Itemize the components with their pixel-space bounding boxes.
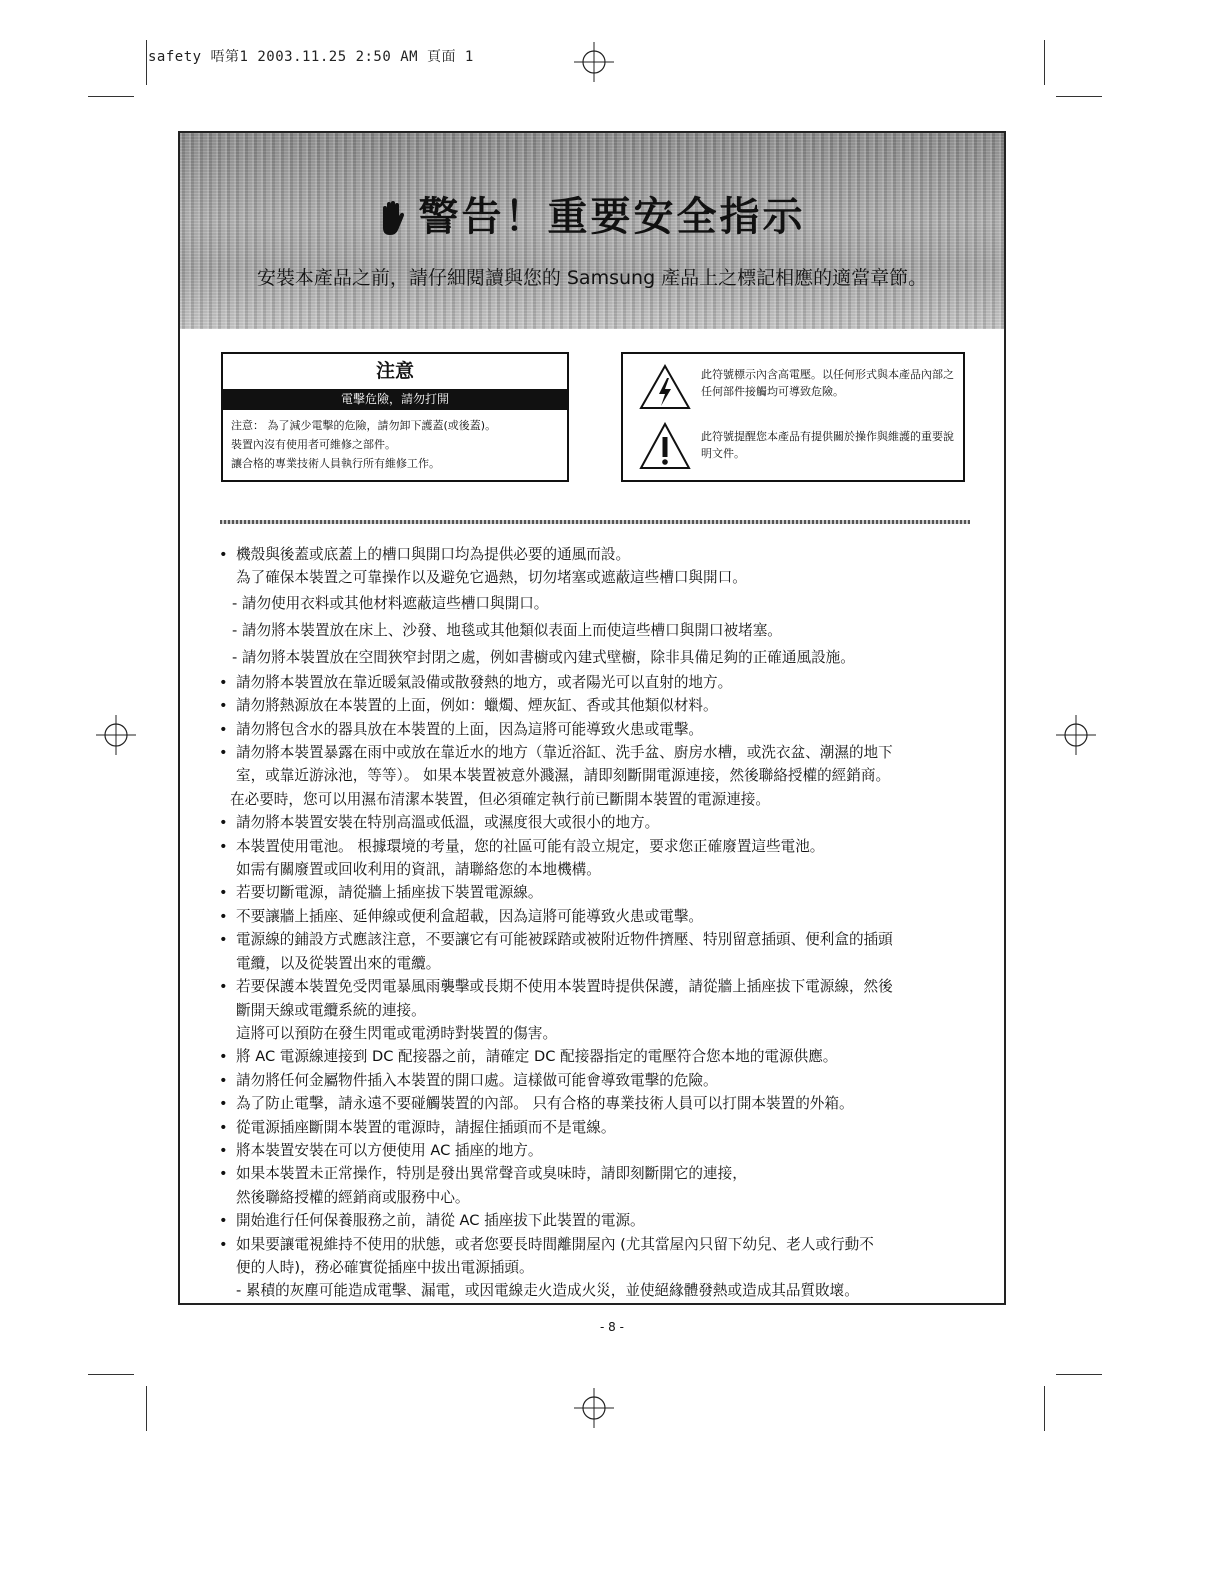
list-item: • 機殼與後蓋或底蓋上的槽口與開口均為提供必要的通風而設。 <box>216 543 976 566</box>
list-item: • 請勿將熱源放在本裝置的上面，例如：蠟燭、煙灰缸、香或其他類似材料。 <box>216 694 976 717</box>
crop-mark <box>88 1374 134 1375</box>
crop-mark <box>146 40 147 85</box>
crop-mark <box>146 1386 147 1431</box>
list-item: • 如果要讓電視維持不使用的狀態，或者您要長時間離開屋內 (尤其當屋內只留下幼兒、老人或行動不 <box>216 1233 976 1256</box>
list-item: • 本裝置使用電池。 根據環境的考量，您的社區可能有設立規定，要求您正確廢置這些電池。 <box>216 835 976 858</box>
registration-mark-icon <box>96 715 136 755</box>
crop-mark <box>1044 1386 1045 1431</box>
list-item-continuation: 這將可以預防在發生閃電或電湧時對裝置的傷害。 <box>236 1024 558 1042</box>
list-item: • 若要切斷電源，請從牆上插座拔下裝置電源線。 <box>216 881 976 904</box>
caution-line: 讓合格的專業技術人員執行所有維修工作。 <box>231 457 440 470</box>
caution-line: 裝置內沒有使用者可維修之部件。 <box>231 438 396 451</box>
list-item: • 請勿將包含水的器具放在本裝置的上面，因為這將可能導致火患或電擊。 <box>216 718 976 741</box>
list-item-continuation: 斷開天線或電纜系統的連接。 <box>236 1001 426 1019</box>
caution-shock-bar: 電擊危險，請勿打開 <box>223 389 567 410</box>
list-item-continuation: 室，或靠近游泳池，等等）。 如果本裝置被意外濺濕，請即刻斷開電源連接，然後聯絡授權的經銷商。 <box>236 767 891 785</box>
list-item-continuation: 如需有關廢置或回收利用的資訊，請聯絡您的本地機構。 <box>236 861 601 879</box>
sub-item: - 累積的灰塵可能造成電擊、漏電，或因電線走火造成火災，並使絕緣體發熱或造成其品質敗壞。 <box>236 1282 859 1300</box>
list-item: • 請勿將本裝置暴露在雨中或放在靠近水的地方（靠近浴缸、洗手盆、廚房水槽，或洗衣盆、潮濕的地下 <box>216 741 976 764</box>
banner-title <box>180 185 1004 242</box>
list-item: • 將本裝置安裝在可以方便使用 AC 插座的地方。 <box>216 1139 976 1162</box>
section-divider <box>220 520 970 524</box>
crop-mark <box>1056 1374 1102 1375</box>
crop-mark <box>88 96 134 97</box>
registration-mark-icon <box>574 42 614 82</box>
list-item: • 不要讓牆上插座、延伸線或便利盒超載，因為這將可能導致火患或電擊。 <box>216 905 976 928</box>
list-item: • 請勿將任何金屬物件插入本裝置的開口處。這樣做可能會導致電擊的危險。 <box>216 1069 976 1092</box>
exclamation-warning-icon <box>639 422 691 470</box>
list-item: • 若要保護本裝置免受閃電暴風雨襲擊或長期不使用本裝置時提供保護，請從牆上插座拔下電源線，然後 <box>216 975 976 998</box>
registration-mark-icon <box>574 1388 614 1428</box>
sub-item: - 請勿將本裝置放在空間狹窄封閉之處，例如書櫥或內建式壁櫥，除非具備足夠的正確通風設施。 <box>232 648 855 666</box>
list-item: • 電源線的鋪設方式應該注意，不要讓它有可能被踩踏或被附近物件擠壓、特別留意插頭、便利盒的插頭 <box>216 928 976 951</box>
list-item: • 將 AC 電源線連接到 DC 配接器之前，請確定 DC 配接器指定的電壓符合您本地的電源供應。 <box>216 1045 976 1068</box>
safety-instructions-list <box>216 543 976 1303</box>
list-item: • 請勿將本裝置放在靠近暖氣設備或散發熱的地方，或者陽光可以直射的地方。 <box>216 671 976 694</box>
caution-line: 注意： 為了減少電擊的危險，請勿卸下護蓋(或後蓋)。 <box>231 419 497 432</box>
list-item: • 為了防止電擊，請永遠不要碰觸裝置的內部。 只有合格的專業技術人員可以打開本裝置的外箱。 <box>216 1092 976 1115</box>
list-item: • 如果本裝置未正常操作，特別是發出異常聲音或臭味時，請即刻斷開它的連接， <box>216 1162 976 1185</box>
print-slug: safety 唔第1 2003.11.25 2:50 AM 頁面 1 <box>148 49 474 65</box>
sub-item: - 請勿使用衣料或其他材料遮蔽這些槽口與開口。 <box>232 594 549 612</box>
crop-mark <box>1056 96 1102 97</box>
sub-item: - 請勿將本裝置放在床上、沙發、地毯或其他類似表面上而使這些槽口與開口被堵塞。 <box>232 621 782 639</box>
lightning-symbol-row <box>623 364 963 420</box>
list-item-continuation: 在必要時，您可以用濕布清潔本裝置，但必須確定執行前已斷開本裝置的電源連接。 <box>230 790 770 808</box>
list-item-continuation: 然後聯絡授權的經銷商或服務中心。 <box>236 1188 470 1206</box>
caution-text <box>223 410 567 479</box>
list-item-continuation: 電纜，以及從裝置出來的電纜。 <box>236 954 441 972</box>
exclamation-symbol-row <box>623 422 963 478</box>
exclamation-symbol-text: 此符號提醒您本產品有提供關於操作與維護的重要說明文件。 <box>701 430 954 460</box>
list-item-continuation: 為了確保本裝置之可靠操作以及避免它過熱，切勿堵塞或遮蔽這些槽口與開口。 <box>236 569 747 587</box>
page-number: - 8 - <box>600 1320 624 1334</box>
list-item: • 從電源插座斷開本裝置的電源時，請握住插頭而不是電線。 <box>216 1116 976 1139</box>
banner-title-text: 警告！重要安全指示 <box>418 194 806 240</box>
crop-mark <box>1044 40 1045 85</box>
banner-subtitle: 安裝本產品之前，請仔細閱讀與您的 Samsung 產品上之標記相應的適當章節。 <box>256 267 928 289</box>
lightning-symbol-text: 此符號標示內含高電壓。以任何形式與本產品內部之任何部件接觸均可導致危險。 <box>701 368 954 398</box>
list-item-continuation: 便的人時)，務必確實從插座中拔出電源插頭。 <box>236 1258 534 1276</box>
lightning-warning-icon <box>639 364 691 410</box>
caution-title: 注意 <box>375 360 414 382</box>
safety-page-frame <box>178 131 1006 1305</box>
hand-stop-icon <box>379 200 405 236</box>
caution-label-box <box>221 352 569 482</box>
symbol-explanation-box <box>621 352 965 482</box>
registration-mark-icon <box>1056 715 1096 755</box>
list-item: • 開始進行任何保養服務之前，請從 AC 插座拔下此裝置的電源。 <box>216 1209 976 1232</box>
warning-banner <box>180 133 1004 329</box>
list-item: • 請勿將本裝置安裝在特別高溫或低溫，或濕度很大或很小的地方。 <box>216 811 976 834</box>
